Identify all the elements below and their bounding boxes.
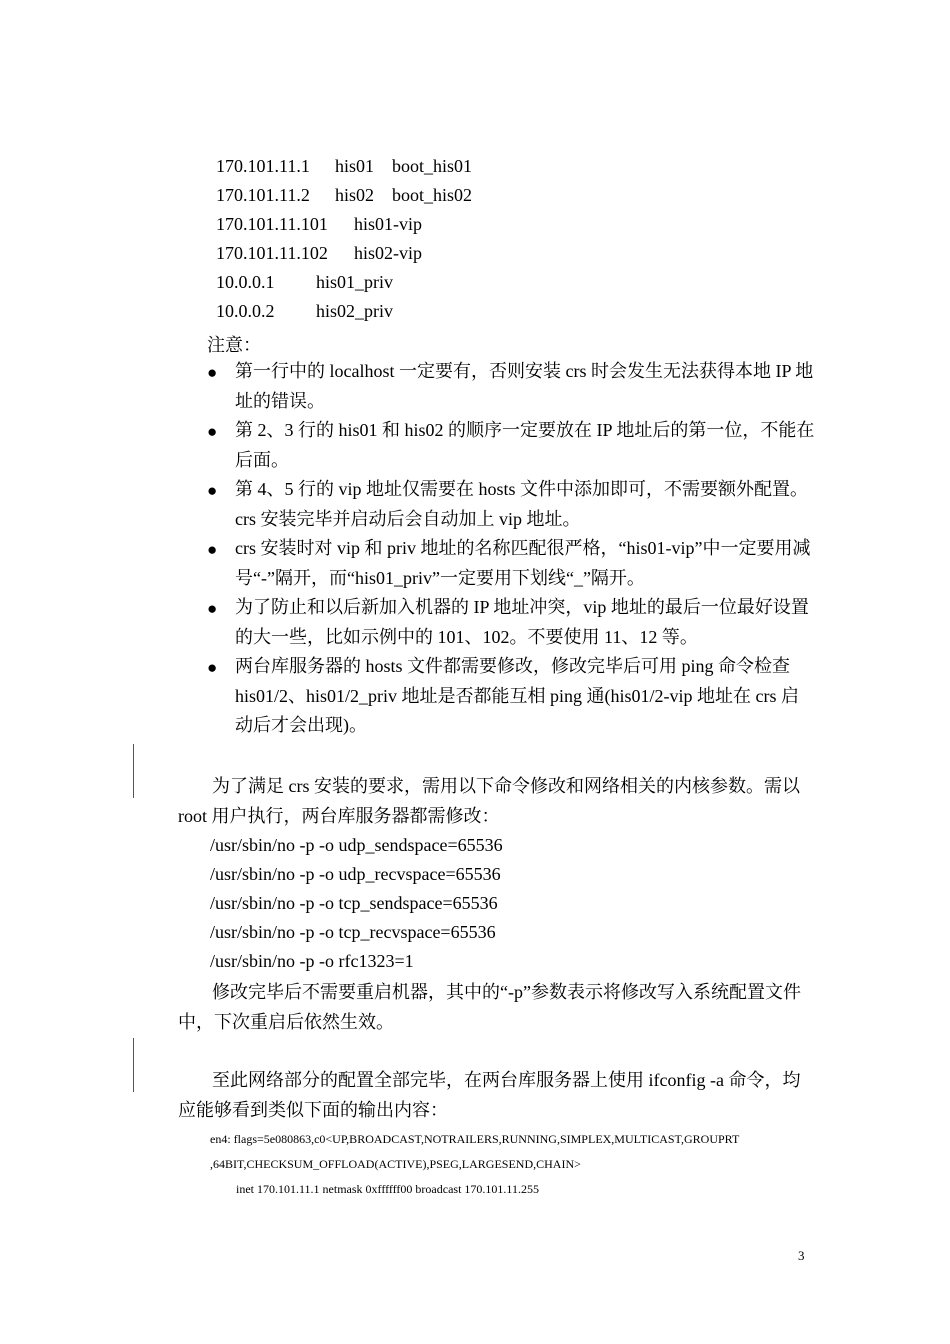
hosts-line [207,268,393,326]
note-item: 第 2、3 行的 his01 和 his02 的顺序一定要放在 IP 地址后的第一位，不能在后面。 [235,420,815,470]
host-names: his01 boot_his01 [335,156,473,176]
host-names: his01_priv [316,272,394,292]
bullet-icon: ● [207,540,218,559]
host-ip: 170.101.11.1 [216,156,310,176]
note-item: 两台库服务器的 hosts 文件都需要修改，修改完毕后可用 ping 命令检查 his01/2、his01/2_priv 地址是否都能互相 ping 通(his01/2-vip 地址在 crs 启动后才会出现)。 [235,656,799,735]
host-ip: 170.101.11.102 [216,243,328,263]
host-names: his01-vip [354,214,423,234]
host-ip: 170.101.11.101 [216,214,328,234]
host-names: his02 boot_his02 [335,185,473,205]
command-line: /usr/sbin/no -p -o rfc1323=1 [210,951,414,971]
note-item: 为了防止和以后新加入机器的 IP 地址冲突，vip 地址的最后一位最好设置的大一些，比如示例中的 101、102。不要使用 11、12 等。 [235,597,809,647]
revision-mark [133,1038,134,1092]
bullet-icon: ● [207,481,218,500]
note-item: crs 安装时对 vip 和 priv 地址的名称匹配很严格，“his01-vip”中一定要用减号“-”隔开，而“his01_priv”一定要用下划线“_”隔开。 [235,538,811,588]
bullet-icon: ● [207,658,218,677]
output-line: ,64BIT,CHECKSUM_OFFLOAD(ACTIVE),PSEG,LARGESEND,CHAIN> [210,1157,581,1171]
note-item: 第一行中的 localhost 一定要有，否则安装 crs 时会发生无法获得本地 IP 地址的错误。 [235,361,814,411]
host-names: his02-vip [354,243,423,263]
host-ip: 10.0.0.2 [216,301,275,321]
output-line: inet 170.101.11.1 netmask 0xffffff00 broadcast 170.101.11.255 [236,1182,539,1196]
command-line: /usr/sbin/no -p -o tcp_sendspace=65536 [210,893,498,913]
command-line: /usr/sbin/no -p -o tcp_recvspace=65536 [210,922,496,942]
host-ip: 170.101.11.2 [216,185,310,205]
bullet-icon: ● [207,363,218,382]
command-line: /usr/sbin/no -p -o udp_sendspace=65536 [210,835,503,855]
host-names: his02_priv [316,301,394,321]
revision-mark [133,744,134,798]
note-title: 注意： [207,335,261,355]
paragraph-after: 修改完毕后不需要重启机器，其中的“-p”参数表示将修改写入系统配置文件中，下次重启后依然生效。 [178,982,801,1032]
paragraph-ifconfig: 至此网络部分的配置全部完毕，在两台库服务器上使用 ifconfig -a 命令，均应能够看到类似下面的输出内容： [178,1070,801,1120]
paragraph-kernel: 为了满足 crs 安装的要求，需用以下命令修改和网络相关的内核参数。需以 root 用户执行，两台库服务器都需修改： [178,776,800,826]
bullet-icon: ● [207,599,218,618]
output-line: en4: flags=5e080863,c0<UP,BROADCAST,NOTRAILERS,RUNNING,SIMPLEX,MULTICAST,GROUPRT [210,1132,740,1146]
note-item: 第 4、5 行的 vip 地址仅需要在 hosts 文件中添加即可，不需要额外配置。crs 安装完毕并启动后会自动加上 vip 地址。 [235,479,809,529]
host-ip: 10.0.0.1 [216,272,275,292]
command-line: /usr/sbin/no -p -o udp_recvspace=65536 [210,864,501,884]
page-number: 3 [798,1248,805,1263]
bullet-icon: ● [207,422,218,441]
